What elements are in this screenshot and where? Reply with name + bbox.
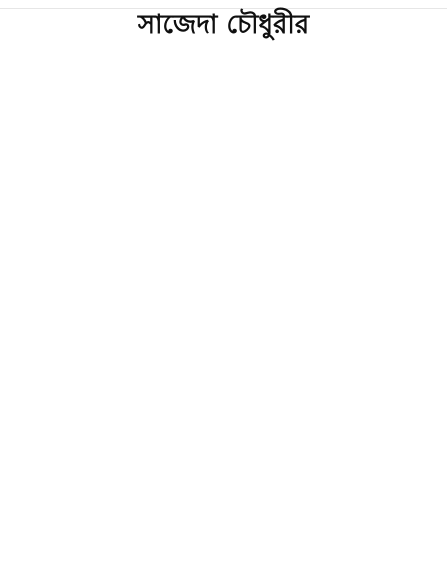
article-line <box>10 521 438 536</box>
headline: সাজেদা চৌধুরীর <box>137 10 310 40</box>
article-line <box>10 357 438 372</box>
article-body <box>10 44 438 566</box>
article-line <box>10 148 438 163</box>
article-line <box>10 327 438 342</box>
previous-page-edge <box>0 0 447 9</box>
article-line <box>10 252 438 267</box>
article-line <box>10 133 438 148</box>
article-line <box>10 104 438 119</box>
article-line <box>10 297 438 312</box>
article-line <box>10 461 438 476</box>
article-line <box>10 416 438 431</box>
article-line <box>10 491 438 506</box>
article-line <box>10 163 438 178</box>
article-line <box>10 342 438 357</box>
article-line <box>10 372 438 387</box>
article-line <box>10 535 438 550</box>
article-line <box>10 446 438 461</box>
article-line <box>10 223 438 238</box>
article-line <box>10 89 438 104</box>
article-line <box>10 267 438 282</box>
article-line <box>10 238 438 253</box>
article-line <box>10 44 438 59</box>
article-line <box>10 208 438 223</box>
article-line <box>10 282 438 297</box>
article-line <box>10 476 438 491</box>
article-line <box>10 193 438 208</box>
article-line <box>10 178 438 193</box>
article-line <box>10 386 438 401</box>
article-line <box>10 431 438 446</box>
article-line <box>10 59 438 74</box>
article-line <box>10 506 438 521</box>
article-line <box>10 312 438 327</box>
article-line <box>10 401 438 416</box>
article-line <box>10 118 438 133</box>
article-line <box>10 74 438 89</box>
